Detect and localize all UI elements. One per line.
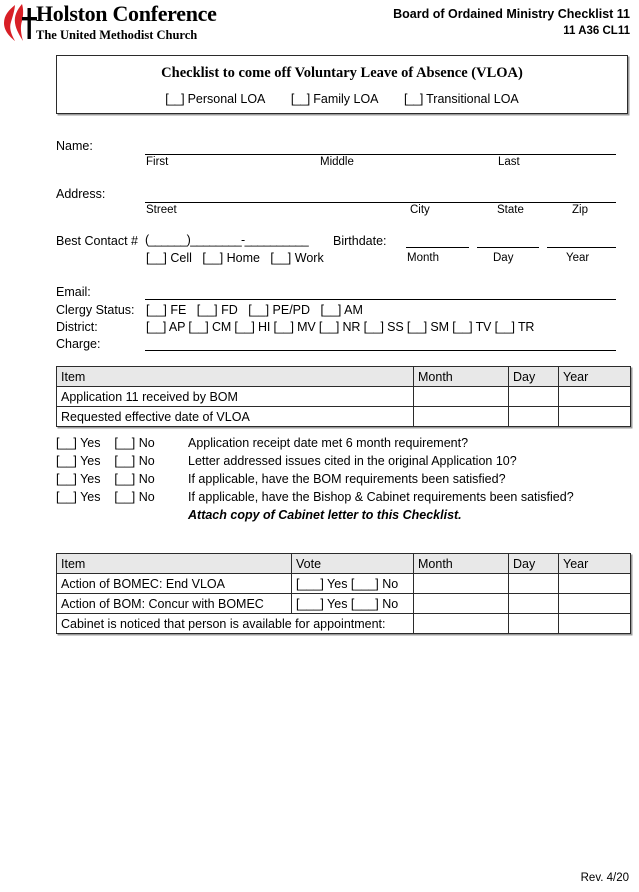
question-1-yes-label: Yes [80,454,101,468]
clergy-pepd-checkbox[interactable]: [__] [248,303,270,317]
dates-row1-month[interactable] [414,407,509,427]
district-ss-label: SS [387,320,404,334]
dates-col-item: Item [57,367,414,387]
district-ap-checkbox[interactable]: [__] [146,320,167,334]
address-label: Address: [56,187,106,201]
question-3-text: If applicable, have the Bishop & Cabinet requirements been satisfied? [188,490,574,504]
name-middle-label: Middle [320,156,354,168]
revision-footer: Rev. 4/20 [580,872,629,884]
action-row1-vote[interactable]: [___] Yes [___] No [292,594,414,614]
birthdate-day-label: Day [493,252,514,264]
action-table [56,553,631,634]
question-3-yesno [56,491,155,505]
dates-col-year: Year [559,367,631,387]
cabinet-letter-note: Attach copy of Cabinet letter to this Checklist. [188,508,462,522]
clergy-fe-checkbox[interactable]: [__] [146,303,167,317]
action-row0-year[interactable] [559,574,631,594]
clergy-fe-label: FE [170,303,187,317]
action-row1-month[interactable] [414,594,509,614]
email-input-line[interactable] [145,299,616,300]
question-3-yes-label: Yes [80,490,101,504]
district-sm-label: SM [430,320,449,334]
clergy-am-checkbox[interactable]: [__] [320,303,342,317]
clergy-pepd-label: PE/PD [272,303,311,317]
action-col-day: Day [509,554,559,574]
question-3-no-label: No [138,490,155,504]
question-0-yesno [56,437,155,451]
question-2-yesno [56,473,155,487]
address-state-label: State [497,204,524,216]
question-1-yes-checkbox[interactable]: [__] [56,454,77,468]
district-hi-checkbox[interactable]: [__] [234,320,255,334]
address-input-line[interactable] [145,202,616,203]
district-cm-checkbox[interactable]: [__] [188,320,209,334]
district-options [146,321,534,335]
question-0-yes-checkbox[interactable]: [__] [56,436,77,450]
clergy-fd-label: FD [221,303,238,317]
name-input-line[interactable] [145,154,616,155]
loa-type-options [57,92,627,106]
question-1-no-checkbox[interactable]: [__] [114,454,136,468]
name-first-label: First [146,156,169,168]
birthdate-year-label: Year [566,252,590,264]
contact-home-checkbox[interactable]: [__] [202,251,224,265]
loa-transitional-checkbox[interactable]: [__] [404,92,423,106]
action-final-month[interactable] [414,614,509,634]
dates-row0-day[interactable] [509,387,559,407]
loa-family-checkbox[interactable]: [__] [290,92,310,106]
contact-cell-label: Cell [170,251,192,265]
district-ap-label: AP [168,320,186,334]
question-3-yes-checkbox[interactable]: [__] [56,490,77,504]
question-1-yesno [56,455,155,469]
clergy-status-options [146,304,363,318]
action-col-vote: Vote [292,554,414,574]
loa-option-transitional[interactable] [404,92,519,106]
action-col-item: Item [57,554,292,574]
district-mv-checkbox[interactable]: [__] [273,320,294,334]
question-2-yes-checkbox[interactable]: [__] [56,472,77,486]
name-last-label: Last [498,156,520,168]
question-3-no-checkbox[interactable]: [__] [114,490,136,504]
dates-col-day: Day [509,367,559,387]
district-mv-label: MV [297,320,316,334]
dates-col-month: Month [414,367,509,387]
action-row0-item: Action of BOMEC: End VLOA [57,574,292,594]
action-row1-year[interactable] [559,594,631,614]
best-contact-label: Best Contact # [56,234,138,248]
contact-type-options [146,252,324,266]
name-label: Name: [56,139,93,153]
birthdate-month-label: Month [407,252,439,264]
district-nr-checkbox[interactable]: [__] [318,320,340,334]
question-0-no-label: No [138,436,155,450]
birthdate-day-line[interactable] [477,247,539,248]
address-city-label: City [410,204,430,216]
dates-row0-item: Application 11 received by BOM [57,387,414,407]
district-ss-checkbox[interactable]: [__] [363,320,384,334]
charge-label: Charge: [56,337,101,351]
loa-option-personal[interactable] [165,92,265,106]
district-cm-label: CM [211,320,232,334]
organization-subtitle: The United Methodist Church [36,28,198,42]
loa-personal-checkbox[interactable]: [__] [165,92,185,106]
dates-row1-year[interactable] [559,407,631,427]
clergy-fd-checkbox[interactable]: [__] [196,303,218,317]
question-2-no-label: No [138,472,155,486]
dates-row1-day[interactable] [509,407,559,427]
umc-cross-and-flame-icon [2,3,38,43]
dates-row0-month[interactable] [414,387,509,407]
action-row0-vote[interactable]: [___] Yes [___] No [292,574,414,594]
action-final-day[interactable] [509,614,559,634]
conference-logo [0,1,217,46]
loa-option-family[interactable] [291,92,379,106]
district-tr-label: TR [517,320,535,334]
checklist-title-box [56,55,628,114]
birthdate-month-line[interactable] [406,247,469,248]
action-table-header-row [57,554,631,574]
address-zip-label: Zip [572,204,588,216]
question-2-no-checkbox[interactable]: [__] [114,472,136,486]
birthdate-year-line[interactable] [547,247,616,248]
loa-family-label: Family LOA [313,92,379,106]
contact-work-label: Work [294,251,324,265]
district-nr-label: NR [342,320,361,334]
district-sm-checkbox[interactable]: [__] [406,320,428,334]
district-hi-label: HI [258,320,271,334]
contact-cell-checkbox[interactable]: [__] [146,251,167,265]
action-row0-month[interactable] [414,574,509,594]
table-row [57,574,631,594]
question-2-text: If applicable, have the BOM requirements been satisfied? [188,472,506,486]
action-row1-day[interactable] [509,594,559,614]
clergy-status-label: Clergy Status: [56,303,135,317]
action-row0-day[interactable] [509,574,559,594]
birthdate-label: Birthdate: [333,234,387,248]
question-0-yes-label: Yes [80,436,101,450]
address-street-label: Street [146,204,177,216]
table-row [57,387,631,407]
loa-personal-label: Personal LOA [187,92,266,106]
district-tv-label: TV [475,320,492,334]
action-col-month: Month [414,554,509,574]
dates-table-header-row [57,367,631,387]
contact-work-checkbox[interactable]: [__] [270,251,292,265]
document-title: Board of Ordained Ministry Checklist 11 [393,7,630,21]
action-col-year: Year [559,554,631,574]
contact-home-label: Home [226,251,260,265]
district-tr-checkbox[interactable]: [__] [494,320,515,334]
checklist-heading: Checklist to come off Voluntary Leave of Absence (VLOA) [161,65,523,81]
phone-number-input[interactable]: (______)________-__________ [145,233,309,247]
email-label: Email: [56,285,91,299]
loa-transitional-label: Transitional LOA [426,92,519,106]
dates-row1-item: Requested effective date of VLOA [57,407,414,427]
dates-row0-year[interactable] [559,387,631,407]
dates-table [56,366,631,427]
document-code: 11 A36 CL11 [563,25,630,37]
question-1-no-label: No [138,454,155,468]
clergy-am-label: AM [344,303,363,317]
question-2-yes-label: Yes [80,472,101,486]
district-label: District: [56,320,98,334]
charge-input-line[interactable] [145,350,616,351]
action-final-year[interactable] [559,614,631,634]
question-0-text: Application receipt date met 6 month requirement? [188,436,469,450]
action-final-item: Cabinet is noticed that person is available for appointment: [57,614,414,634]
district-tv-checkbox[interactable]: [__] [452,320,473,334]
question-0-no-checkbox[interactable]: [__] [114,436,136,450]
table-row [57,614,631,634]
table-row [57,407,631,427]
organization-name: Holston Conference [36,1,217,26]
table-row [57,594,631,614]
action-row1-item: Action of BOM: Concur with BOMEC [57,594,292,614]
question-1-text: Letter addressed issues cited in the original Application 10? [188,454,517,468]
